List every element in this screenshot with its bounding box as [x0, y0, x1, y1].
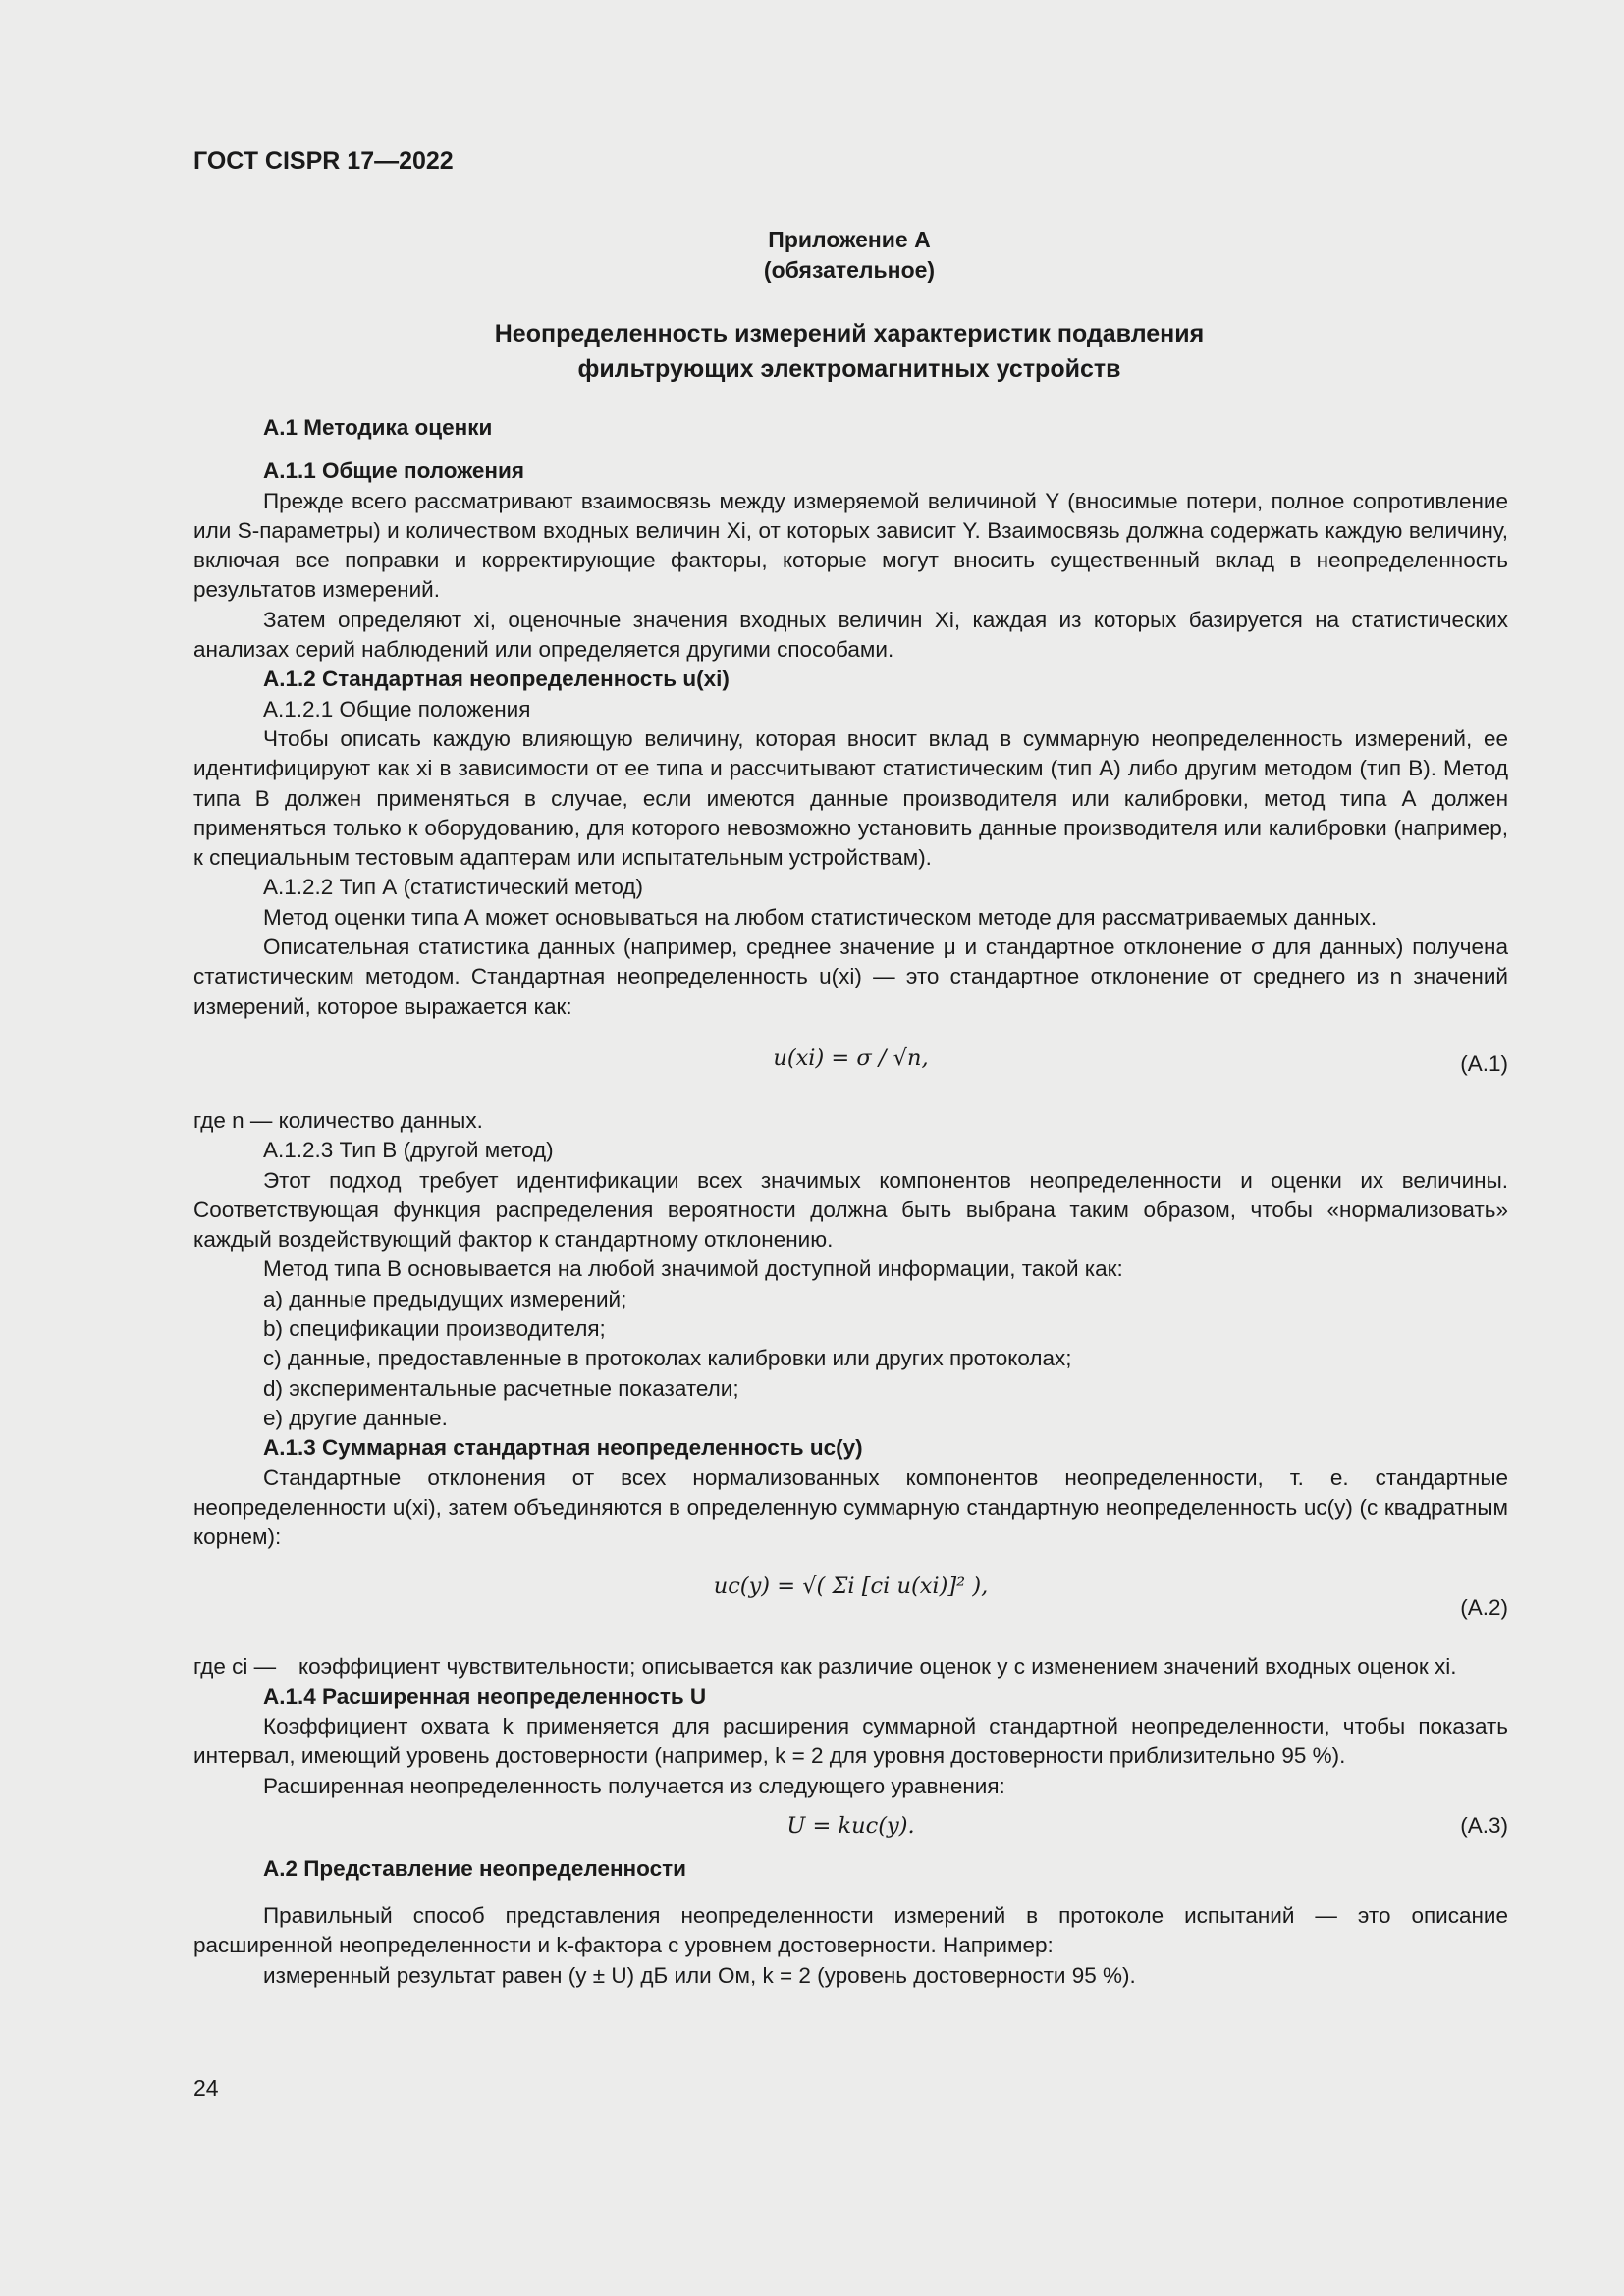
annex-main-title-line2: фильтрующих электромагнитных устройств [577, 355, 1121, 383]
section-a123-paragraph-1: Этот подход требует идентификации всех значимых компонентов неопределенности и оценки их величины. Соответствующая функция распределения вероятности должна быть выбрана таким образом, чтобы «нормализовать» каждый воздействующий фактор к стандартному отклонению. [193, 1167, 1508, 1253]
list-item: d) экспериментальные расчетные показатели; [263, 1375, 739, 1401]
section-a123-heading: А.1.2.3 Тип В (другой метод) [263, 1138, 554, 1163]
section-a2-heading: А.2 Представление неопределенности [263, 1855, 686, 1881]
annex-status: (обязательное) [763, 257, 936, 283]
equation-a1 [193, 1036, 1508, 1093]
equation-a2-formula: uc(y) = √( Σi [ci u(xi)]² ), [713, 1574, 989, 1600]
section-a11-heading: А.1.1 Общие положения [263, 458, 524, 484]
section-a14-paragraph-2: Расширенная неопределенность получается из следующего уравнения: [263, 1773, 1005, 1798]
annex-main-title-line1: Неопределенность измерений характеристик подавления [494, 320, 1205, 347]
equation-a3 [193, 1805, 1508, 1848]
equation-a2-number: (А.2) [1460, 1595, 1508, 1621]
section-a11-paragraph-1: Прежде всего рассматривают взаимосвязь между измеряемой величиной Y (вносимые потери, полное сопротивление или S-параметры) и количеством входных величин Xi, от которых зависит Y. Взаимосвязь должна содержать каждую величину, включая все поправки и корректирующие факторы, которые могут вносить существенный вклад в неопределенность результатов измерений. [193, 488, 1508, 603]
equation-a2 [193, 1566, 1508, 1638]
equation-a1-formula: u(xi) = σ / √n, [773, 1044, 929, 1071]
section-a121-paragraph-1: Чтобы описать каждую влияющую величину, которая вносит вклад в суммарную неопределенность измерений, ее идентифицируют как xi в зависимости от ее типа и рассчитывают статистическим (тип А) либо другим методом (тип В). Метод типа В должен применяться в случае, если имеются данные производителя или калибровки, метод типа А должен применяться только к оборудованию, для которого невозможно установить данные производителя или калибровки (например, к специальным тестовым адаптерам или испытательным устройствам). [193, 725, 1508, 871]
equation-a2-explanation [193, 1652, 1508, 1682]
section-a14-paragraph-1: Коэффициент охвата k применяется для расширения суммарной стандартной неопределенности, чтобы показать интервал, имеющий уровень достоверности (например, k = 2 для уровня достоверности приблизительно 95 %). [193, 1713, 1508, 1769]
section-a122-paragraph-2: Описательная статистика данных (например, среднее значение μ и стандартное отклонение σ для данных) получена статистическим методом. Стандартная неопределенность u(xi) — это стандартное отклонение от среднего из n значений измерений, которое выражается как: [193, 934, 1508, 1019]
list-item: a) данные предыдущих измерений; [263, 1286, 627, 1311]
information-sources-list [193, 1285, 1508, 1433]
section-a13-heading: А.1.3 Суммарная стандартная неопределенность uc(y) [263, 1435, 863, 1461]
equation-a3-number: (А.3) [1460, 1812, 1508, 1838]
section-a2-paragraph-2: измеренный результат равен (y ± U) дБ или Ом, k = 2 (уровень достоверности 95 %). [263, 1962, 1136, 1988]
section-a1-heading: А.1 Методика оценки [263, 415, 493, 440]
equation-a2-where-key: где ci — [193, 1654, 277, 1680]
document-body [193, 413, 1508, 1991]
equation-a1-number: (А.1) [1460, 1050, 1508, 1076]
section-a11-paragraph-2: Затем определяют xi, оценочные значения входных величин Xi, каждая из которых базируется на статистических анализах серий наблюдений или определяется другими способами. [193, 607, 1508, 663]
list-item: b) спецификации производителя; [263, 1316, 606, 1342]
page-number: 24 [193, 2075, 219, 2101]
section-a2-paragraph-1: Правильный способ представления неопределенности измерений в протоколе испытаний — это описание расширенной неопределенности и k-фактора с уровнем достоверности. Например: [193, 1903, 1508, 1958]
annex-main-title [0, 316, 1624, 387]
section-a14-heading: А.1.4 Расширенная неопределенность U [263, 1683, 707, 1709]
section-a123-paragraph-2: Метод типа В основывается на любой значимой доступной информации, такой как: [263, 1256, 1123, 1282]
equation-a3-formula: U = kuc(y). [786, 1812, 915, 1839]
annex-heading [0, 225, 1624, 286]
section-a122-heading: А.1.2.2 Тип А (статистический метод) [263, 875, 644, 900]
section-a13-paragraph-1: Стандартные отклонения от всех нормализованных компонентов неопределенности, т. е. стандартные неопределенности u(xi), затем объединяются в определенную суммарную стандартную неопределенность uc(y) (с квадратным корнем): [193, 1465, 1508, 1550]
equation-a2-where-value: коэффициент чувствительности; описывается как различие оценок y с изменением значений входных оценок xi. [298, 1654, 1457, 1680]
standard-code: ГОСТ CISPR 17—2022 [193, 147, 454, 175]
list-item: e) другие данные. [263, 1405, 448, 1430]
annex-title: Приложение А [768, 227, 931, 252]
section-a122-paragraph-1: Метод оценки типа А может основываться на любом статистическом методе для рассматриваемых данных. [263, 904, 1378, 930]
list-item: c) данные, предоставленные в протоколах калибровки или других протоколах; [263, 1346, 1072, 1371]
section-a12-heading: А.1.2 Стандартная неопределенность u(xi) [263, 667, 730, 692]
equation-a1-explanation: где n — количество данных. [193, 1107, 483, 1133]
section-a121-heading: А.1.2.1 Общие положения [263, 696, 531, 721]
